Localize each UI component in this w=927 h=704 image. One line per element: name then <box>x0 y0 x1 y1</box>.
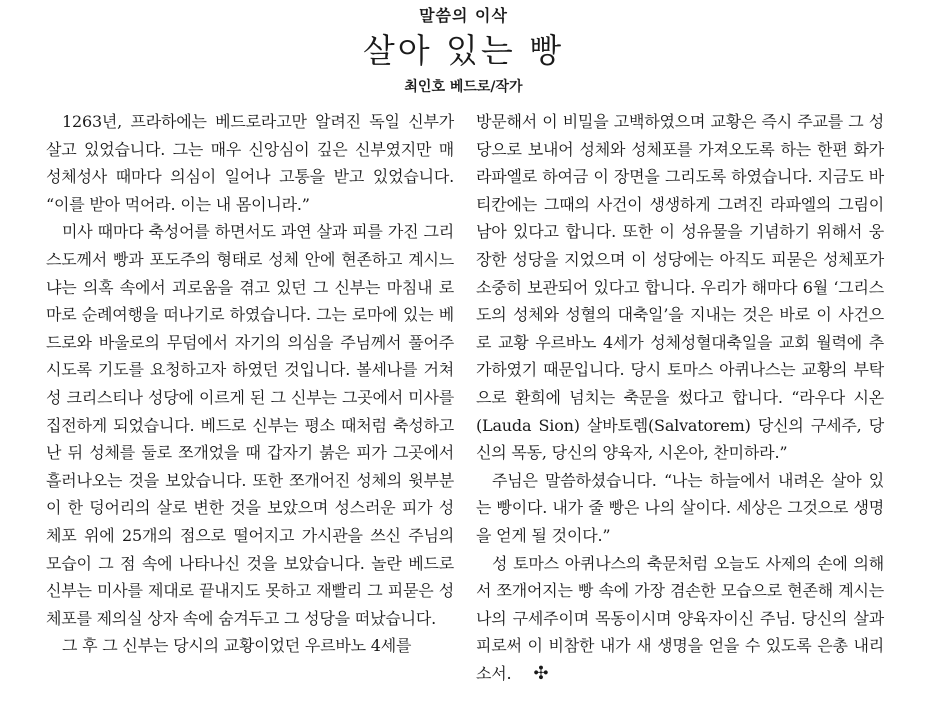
right-column <box>476 108 884 687</box>
paragraph-5 <box>476 550 884 688</box>
article-title: 살아 있는 빵 <box>362 31 565 70</box>
paragraph-4: 주님은 말씀하셨습니다. “나는 하늘에서 내려온 살아 있는 빵이다. 내가 줄 빵은 나의 살이다. 세상은 그것으로 생명을 얻게 될 것이다.” <box>476 470 884 545</box>
byline: 최인호 베드로/작가 <box>404 79 523 95</box>
paragraph-5-text: 성 토마스 아퀴나스의 축문처럼 오늘도 사제의 손에 의해서 쪼개어지는 빵 속에 가장 겸손한 모습으로 현존해 계시는 나의 구세주이며 목동이시며 양육자이신 주님. 당신의 살과 피로써 이 비참한 내가 새 생명을 얻을 수 있도록 은총 내리소서. <box>476 553 884 683</box>
paragraph-2: 미사 때마다 축성어를 하면서도 과연 살과 피를 가진 그리스도께서 빵과 포도주의 형태로 성체 안에 현존하고 계시느냐는 의혹 속에서 괴로움을 겪고 있던 그 신부는 마침내 로마로 순례여행을 떠나기로 하였습니다. 그는 로마에 있는 베드로와 바울로의 무덤에서 자기의 의심을 주님께서 풀어주시도록 기도를 요청하고자 하였던 것입니다. 볼세나를 거쳐 성 크리스티나 성당에 이르게 된 그 신부는 그곳에서 미사를 집전하게 되었습니다. 베드로 신부는 평소 때처럼 축성하고 난 뒤 성체를 둘로 쪼개었을 때 갑자기 붉은 피가 그곳에서 흘러나오는 것을 보았습니다. 또한 쪼개어진 성체의 윗부분이 한 덩어리의 살로 변한 것을 보았으며 성스러운 피가 성체포 위에 25개의 점으로 떨어지고 가시관을 쓰신 주님의 모습이 그 점 속에 나타나신 것을 보았습니다. 놀란 베드로 신부는 미사를 제대로 끝내지도 못하고 재빨리 그 피묻은 성체포를 제의실 상자 속에 숨겨두고 그 성당을 떠났습니다. <box>46 222 454 628</box>
article-header <box>0 0 927 110</box>
paragraph-1: 1263년, 프라하에는 베드로라고만 알려진 독일 신부가 살고 있었습니다. 그는 매우 신앙심이 깊은 신부였지만 매 성체성사 때마다 의심이 일어나 고통을 받고 있었습니다. “이를 받아 먹어라. 이는 내 몸이니라.” <box>46 112 454 214</box>
cross-icon: ✣ <box>533 662 549 684</box>
series-title: 말씀의 이삭 <box>419 6 508 25</box>
paragraph-3-continued: 방문해서 이 비밀을 고백하였으며 교황은 즉시 주교를 그 성당으로 보내어 성체와 성체포를 가져오도록 하는 한편 화가 라파엘로 하여금 이 장면을 그리도록 하였습니다. 지금도 바티칸에는 그때의 사건이 생생하게 그려진 라파엘의 그림이 남아 있다고 합니다. 또한 이 성유물을 기념하기 위해서 웅장한 성당을 지었으며 이 성당에는 아직도 피묻은 성체포가 소중히 보관되어 있다고 합니다. 우리가 해마다 6월 ‘그리스도의 성체와 성혈의 대축일’을 지내는 것은 바로 이 사건으로 교황 우르바노 4세가 성체성혈대축일을 교회 월력에 추가하였기 때문입니다. 당시 토마스 아퀴나스는 교황의 부탁으로 환희에 넘치는 축문을 썼다고 합니다. “라우다 시온(Lauda Sion) 살바토렘(Salvatorem) 당신의 구세주, 당신의 목동, 당신의 양육자, 시온아, 찬미하라.” <box>476 112 884 463</box>
paragraph-3: 그 후 그 신부는 당시의 교황이었던 우르바노 4세를 <box>62 636 412 656</box>
left-column <box>46 108 454 660</box>
